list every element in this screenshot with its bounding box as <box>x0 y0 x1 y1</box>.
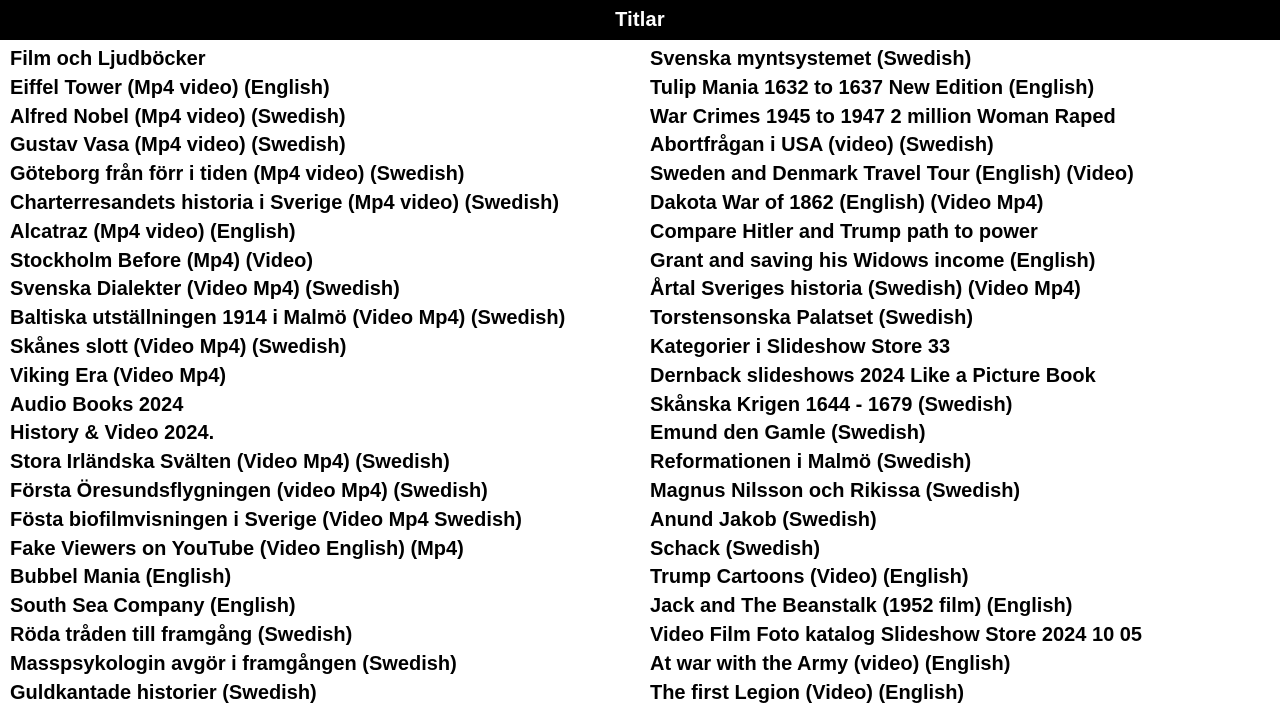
title-link[interactable]: Compare Hitler and Trump path to power <box>650 220 1038 243</box>
title-link[interactable]: Svenska myntsystemet (Swedish) <box>650 48 972 70</box>
title-link[interactable]: Emund den Gamle (Swedish) <box>650 422 926 445</box>
title-link[interactable]: War Crimes 1945 to 1947 2 million Woman Raped <box>650 105 1116 128</box>
title-link[interactable]: Dernback slideshows 2024 Like a Picture Book <box>650 364 1096 387</box>
title-list-right <box>650 45 1270 707</box>
title-link[interactable]: Schack (Swedish) <box>650 537 821 560</box>
title-link[interactable]: Masspsykologin avgör i framgången (Swedish) <box>10 652 457 675</box>
title-link[interactable]: Alcatraz (Mp4 video) (English) <box>10 220 296 243</box>
title-link[interactable]: At war with the Army (video) (English) <box>650 652 1011 675</box>
title-link[interactable]: Charterresandets historia i Sverige (Mp4 video) (Swedish) <box>10 191 560 214</box>
title-link[interactable]: Stockholm Before (Mp4) (Video) <box>10 249 313 272</box>
title-link[interactable]: Fake Viewers on YouTube (Video English) (Mp4) <box>10 537 464 560</box>
title-link[interactable]: Stora Irländska Svälten (Video Mp4) (Swedish) <box>10 451 450 474</box>
title-link[interactable]: Jack and The Beanstalk (1952 film) (English) <box>650 595 1073 618</box>
title-link[interactable]: Abortfrågan i USA (video) (Swedish) <box>650 134 994 157</box>
title-link[interactable]: Svenska Dialekter (Video Mp4) (Swedish) <box>10 278 400 301</box>
title-link[interactable]: History & Video 2024. <box>10 422 215 445</box>
title-link[interactable]: Baltiska utställningen 1914 i Malmö (Video Mp4) (Swedish) <box>10 307 566 330</box>
title-link[interactable]: Dakota War of 1862 (English) (Video Mp4) <box>650 191 1044 214</box>
title-link[interactable]: Film och Ljudböcker <box>10 48 206 70</box>
title-link[interactable]: Audio Books 2024 <box>10 393 184 416</box>
title-link[interactable]: Skånska Krigen 1644 - 1679 (Swedish) <box>650 393 1013 416</box>
title-link[interactable]: Första Öresundsflygningen (video Mp4) (Swedish) <box>10 479 488 502</box>
title-link[interactable]: Kategorier i Slideshow Store 33 <box>650 335 951 358</box>
title-link[interactable]: South Sea Company (English) <box>10 595 296 618</box>
title-link[interactable]: Skånes slott (Video Mp4) (Swedish) <box>10 335 347 358</box>
header-bar <box>0 0 1280 40</box>
title-link[interactable]: Viking Era (Video Mp4) <box>10 364 226 387</box>
title-link[interactable]: Anund Jakob (Swedish) <box>650 508 877 531</box>
title-link[interactable]: Fösta biofilmvisningen i Sverige (Video Mp4 Swedish) <box>10 508 522 531</box>
title-link[interactable]: Video Film Foto katalog Slideshow Store 2024 10 05 <box>650 623 1143 646</box>
title-link[interactable]: Eiffel Tower (Mp4 video) (English) <box>10 76 330 99</box>
title-link[interactable]: Sweden and Denmark Travel Tour (English) (Video) <box>650 163 1134 186</box>
title-link[interactable]: Tulip Mania 1632 to 1637 New Edition (English) <box>650 76 1095 99</box>
title-link[interactable]: The first Legion (Video) (English) <box>650 681 965 704</box>
page-title: Titlar <box>615 8 665 31</box>
title-link[interactable]: Årtal Sveriges historia (Swedish) (Video Mp4) <box>650 278 1081 301</box>
title-link[interactable]: Bubbel Mania (English) <box>10 566 232 589</box>
title-link[interactable]: Alfred Nobel (Mp4 video) (Swedish) <box>10 105 346 128</box>
title-link[interactable]: Guldkantade historier (Swedish) <box>10 681 317 704</box>
title-link[interactable]: Reformationen i Malmö (Swedish) <box>650 451 972 474</box>
title-link[interactable]: Gustav Vasa (Mp4 video) (Swedish) <box>10 134 346 157</box>
title-link[interactable]: Röda tråden till framgång (Swedish) <box>10 623 353 646</box>
title-link[interactable]: Torstensonska Palatset (Swedish) <box>650 307 974 330</box>
title-link[interactable]: Magnus Nilsson och Rikissa (Swedish) <box>650 479 1021 502</box>
title-link[interactable]: Göteborg från förr i tiden (Mp4 video) (Swedish) <box>10 163 465 186</box>
title-link[interactable]: Grant and saving his Widows income (English) <box>650 249 1096 272</box>
title-list-left <box>10 45 630 707</box>
title-link[interactable]: Trump Cartoons (Video) (English) <box>650 566 969 589</box>
